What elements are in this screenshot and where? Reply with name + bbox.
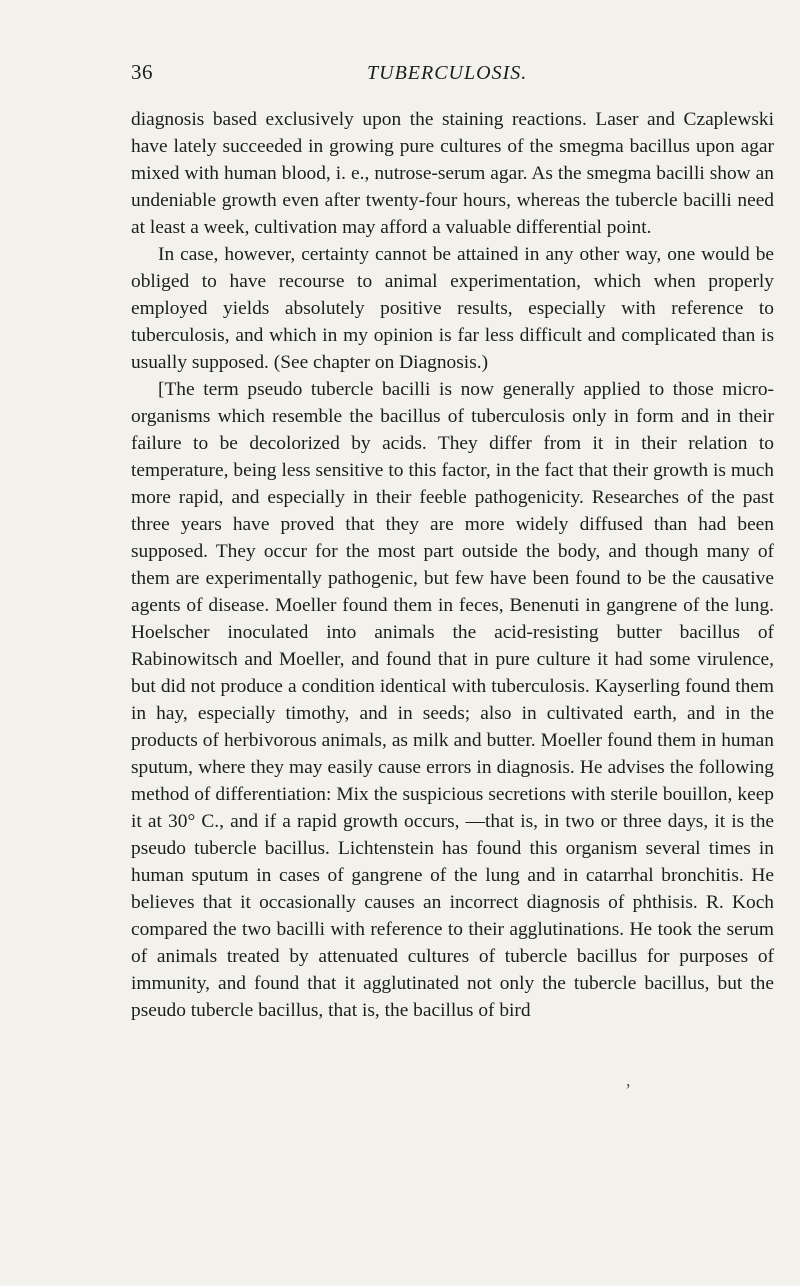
running-title: TUBERCULOSIS. (367, 62, 528, 84)
paragraph: diagnosis based exclusively upon the staining reactions. Laser and Czaplewski have lately succeeded in growing pure cultures of the smegma bacillus upon agar mixed with human blood, i. e., nutrose-serum agar. As the smegma bacilli show an undeniable growth even after twenty-four hours, whereas the tubercle bacilli need at least a week, cultivation may afford a valuable differential point. (131, 109, 774, 238)
margin-mark: , (626, 1070, 631, 1090)
page-header (131, 60, 771, 90)
page-number: 36 (131, 60, 153, 84)
paragraph: [The term pseudo tubercle bacilli is now generally applied to those micro-organisms which resemble the bacillus of tuberculosis only in form and in their failure to be decolorized by acids. They differ from it in their relation to temperature, being less sensitive to this factor, in the fact that their growth is much more rapid, and especially in their feeble pathogenicity. Researches of the past three years have proved that they are more widely diffused than had been supposed. They occur for the most part outside the body, and though many of them are experimentally pathogenic, but few have been found to be the causative agents of disease. Moeller found them in feces, Benenuti in gangrene of the lung. Hoelscher inoculated into animals the acid-resisting butter bacillus of Rabinowitsch and Moeller, and found that in pure culture it had some virulence, but did not produce a condition identical with tuberculosis. Kayserling found them in hay, especially timothy, and in seeds; also in cultivated earth, and in the products of herbivorous animals, as milk and butter. Moeller found them in human sputum, where they may easily cause errors in diagnosis. He advises the following method of differentiation: Mix the suspicious secretions with sterile bouillon, keep it at 30° C., and if a rapid growth occurs, —that is, in two or three days, it is the pseudo tubercle bacillus. Lichtenstein has found this organism several times in human sputum in cases of gangrene of the lung and in catarrhal bronchitis. He believes that it occasionally causes an incorrect diagnosis of phthisis. R. Koch compared the two bacilli with reference to their agglutinations. He took the serum of animals treated by attenuated cultures of tubercle bacillus for purposes of immunity, and found that it agglutinated not only the tubercle bacillus, but the pseudo tubercle bacillus, that is, the bacillus of bird (131, 379, 774, 1021)
paragraph: In case, however, certainty cannot be attained in any other way, one would be obliged to have recourse to animal experimentation, which when properly employed yields absolutely positive results, especially with reference to tuberculosis, and which in my opinion is far less difficult and complicated than is usually supposed. (See chapter on Diagnosis.) (131, 244, 774, 373)
body-text (131, 106, 774, 1024)
